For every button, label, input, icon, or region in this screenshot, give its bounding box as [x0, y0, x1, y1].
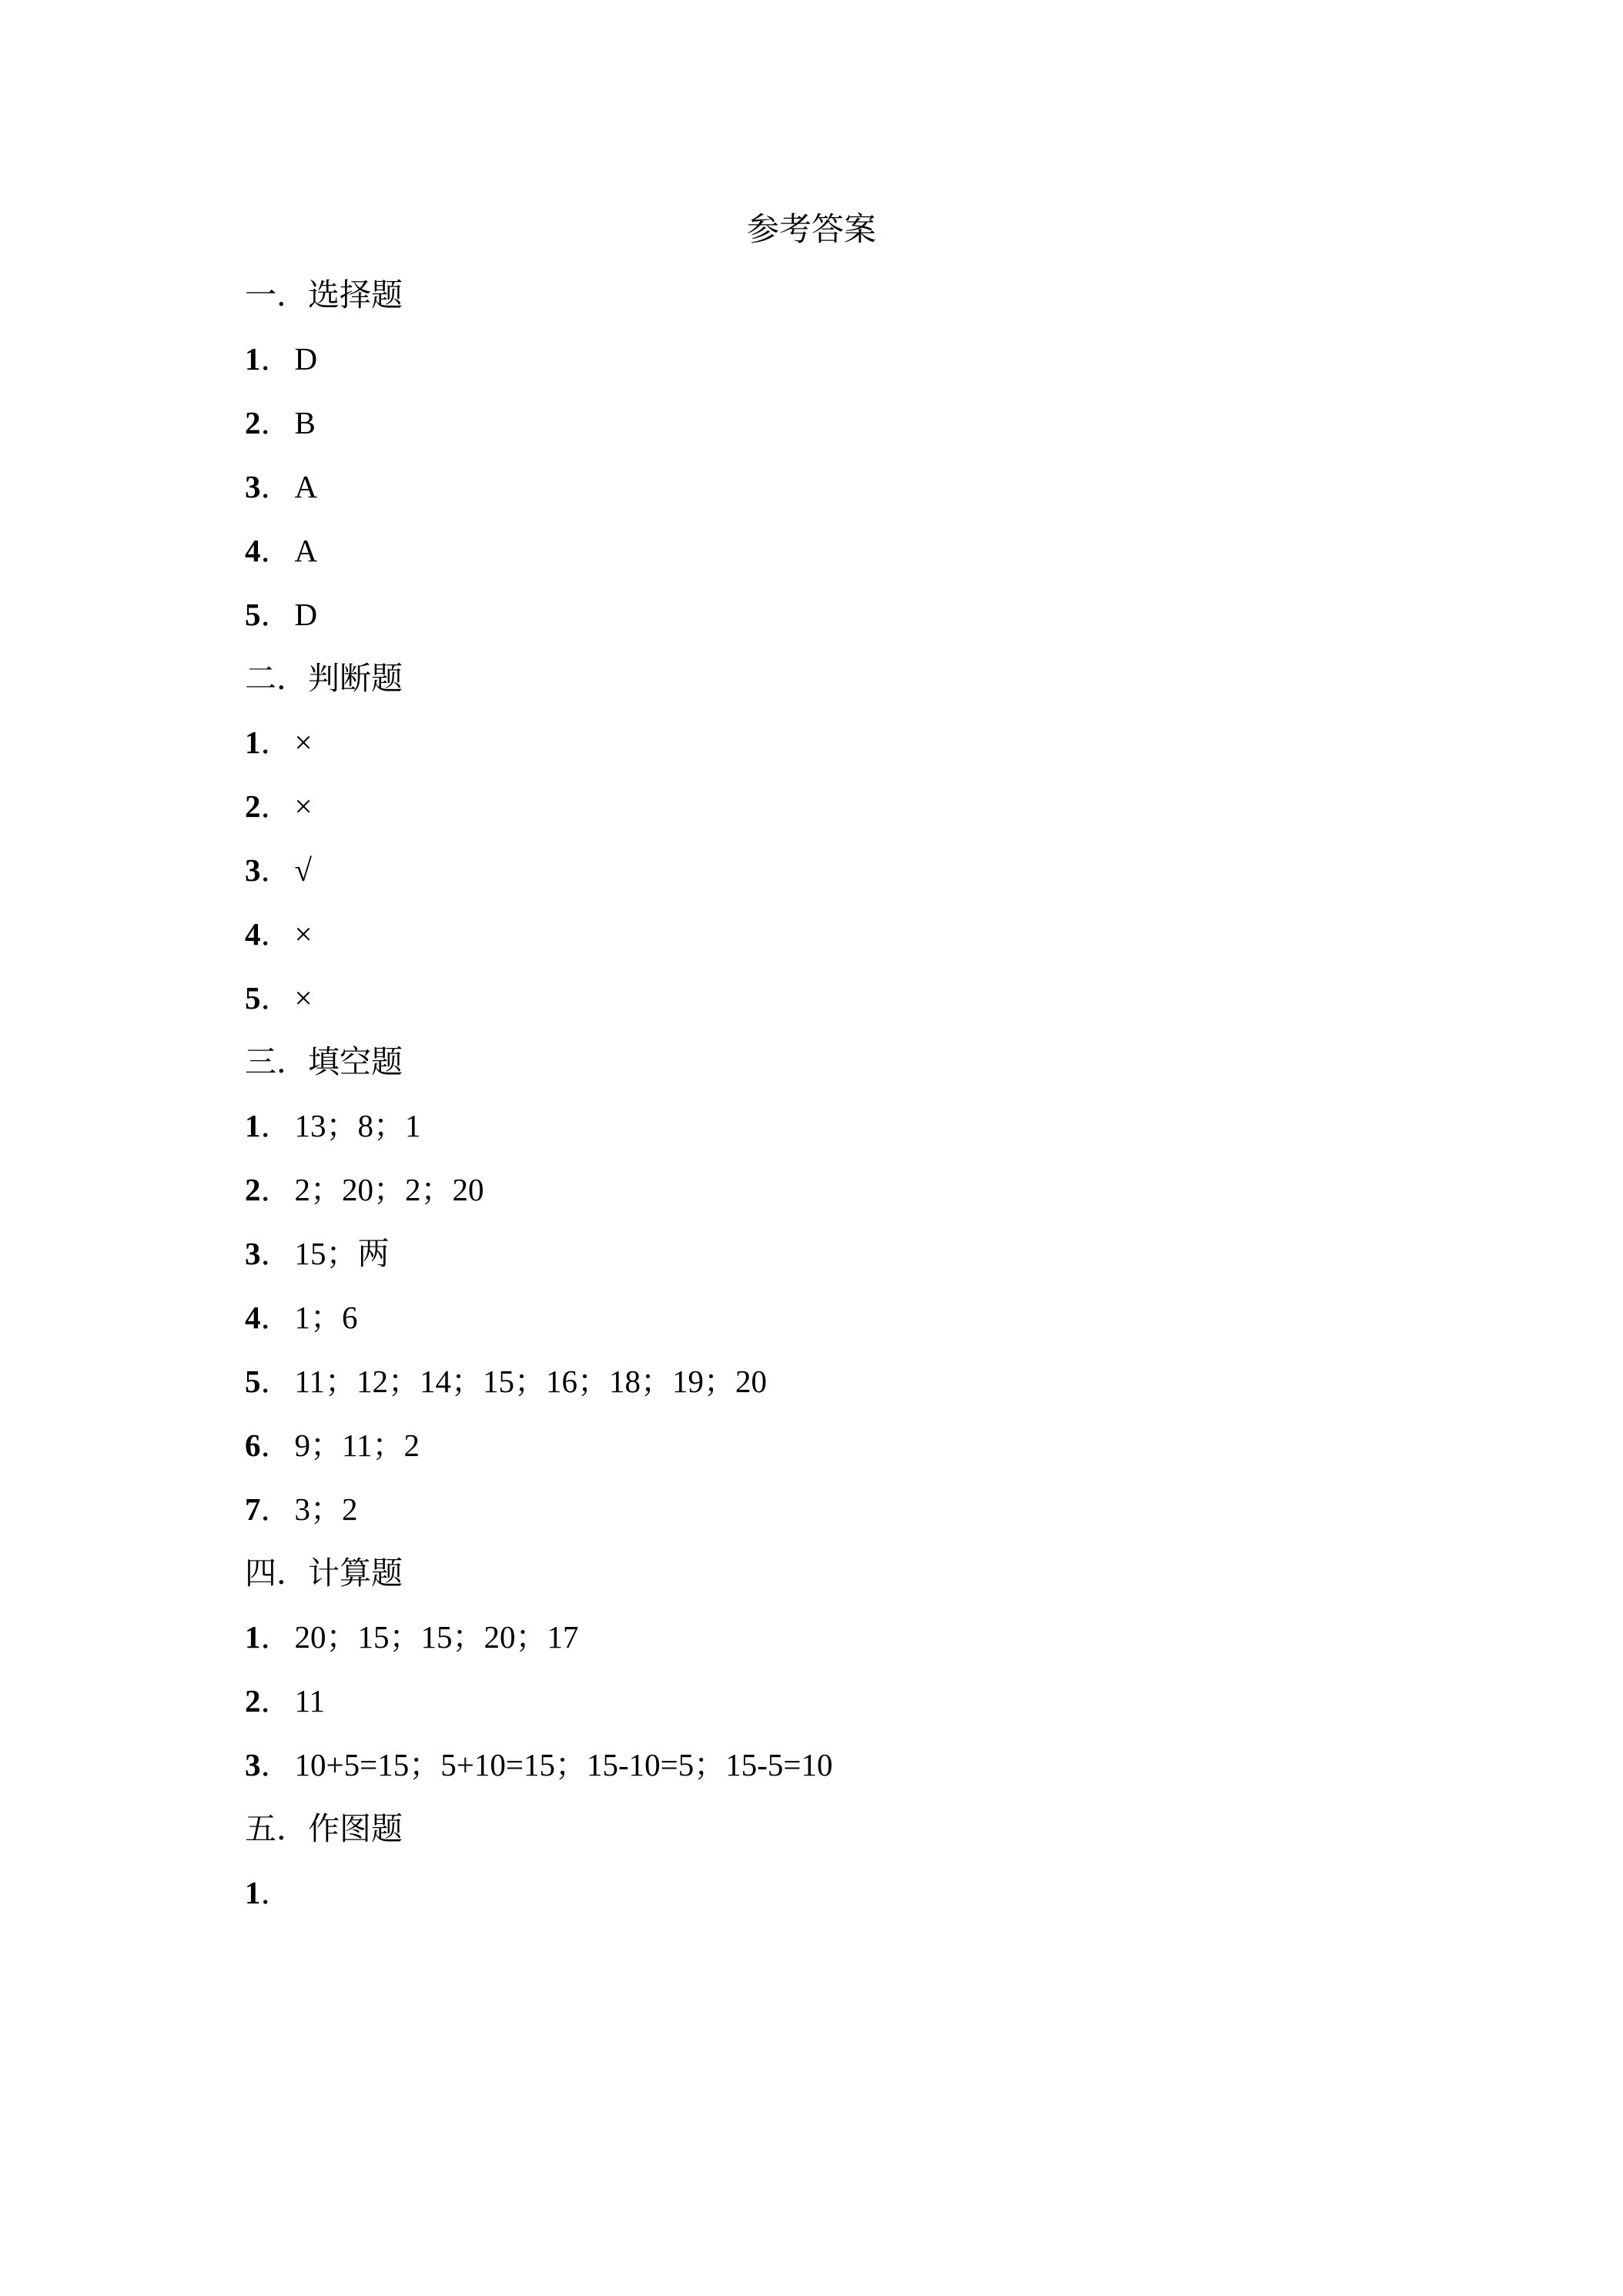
item-answer: ×	[294, 788, 313, 824]
section-heading-choice	[245, 268, 1384, 332]
item-answer: 9；11；2	[294, 1427, 420, 1463]
section-number: 四	[245, 1555, 276, 1591]
item-answer: 10+5=15；5+10=15；15-10=5；15-5=10	[294, 1747, 833, 1782]
item-number: 2	[245, 1172, 261, 1207]
section-separator: ．	[276, 1043, 308, 1080]
answer-item	[245, 1354, 1384, 1418]
item-answer: A	[294, 469, 318, 504]
item-separator: ．	[260, 406, 292, 441]
answer-item	[245, 971, 1384, 1035]
answer-item	[245, 1418, 1384, 1482]
item-number: 4	[245, 1300, 261, 1335]
answer-item	[245, 1482, 1384, 1546]
answer-item	[245, 524, 1384, 587]
section-number: 五	[245, 1810, 276, 1847]
item-number: 2	[245, 788, 261, 824]
item-separator: ．	[260, 1684, 292, 1719]
document-title: 参考答案	[746, 210, 876, 248]
item-answer: 13；8；1	[294, 1108, 421, 1143]
item-number: 1	[245, 341, 261, 377]
item-number: 1	[245, 1875, 261, 1910]
item-number: 1	[245, 1108, 261, 1143]
item-answer: ×	[294, 916, 313, 952]
answer-item	[245, 907, 1384, 971]
section-title: 判断题	[308, 660, 403, 697]
item-number: 3	[245, 852, 261, 888]
item-answer: A	[294, 533, 318, 568]
item-separator: ．	[260, 917, 292, 952]
section-title: 作图题	[308, 1810, 403, 1847]
item-separator: ．	[260, 1748, 292, 1783]
item-separator: ．	[260, 853, 292, 889]
item-answer: 2；20；2；20	[294, 1172, 484, 1207]
item-number: 2	[245, 1683, 261, 1719]
section-separator: ．	[276, 276, 308, 313]
answer-item	[245, 1610, 1384, 1674]
answer-item	[245, 587, 1384, 651]
item-number: 2	[245, 405, 261, 440]
section-heading-drawing	[245, 1802, 1384, 1866]
item-answer: ×	[294, 725, 313, 760]
item-answer: 15；两	[294, 1236, 390, 1271]
answer-item	[245, 1738, 1384, 1802]
item-separator: ．	[260, 1428, 292, 1464]
item-answer: 1；6	[294, 1300, 358, 1335]
item-number: 6	[245, 1427, 261, 1463]
answer-item	[245, 460, 1384, 524]
answer-item	[245, 715, 1384, 779]
item-answer: 20；15；15；20；17	[294, 1619, 579, 1655]
section-separator: ．	[276, 1810, 308, 1847]
item-number: 4	[245, 533, 261, 568]
item-number: 1	[245, 725, 261, 760]
item-number: 3	[245, 469, 261, 504]
answer-item	[245, 332, 1384, 396]
item-number: 3	[245, 1236, 261, 1271]
item-separator: ．	[260, 1492, 292, 1528]
answer-list	[245, 268, 1384, 1930]
section-heading-true-false	[245, 651, 1384, 715]
item-number: 5	[245, 1364, 261, 1399]
item-separator: ．	[260, 534, 292, 569]
item-separator: ．	[260, 789, 292, 825]
item-separator: ．	[260, 981, 292, 1016]
section-number: 三	[245, 1043, 276, 1080]
section-title: 计算题	[308, 1555, 403, 1591]
answer-item	[245, 1866, 1384, 1930]
item-number: 7	[245, 1491, 261, 1527]
section-title: 填空题	[308, 1043, 403, 1080]
answer-item	[245, 1163, 1384, 1227]
answer-item	[245, 1290, 1384, 1354]
item-number: 5	[245, 980, 261, 1016]
item-separator: ．	[260, 597, 292, 633]
item-separator: ．	[260, 1300, 292, 1336]
section-heading-calculation	[245, 1546, 1384, 1610]
item-answer: D	[294, 597, 318, 632]
item-number: 1	[245, 1619, 261, 1655]
item-separator: ．	[260, 342, 292, 377]
item-answer: ×	[294, 980, 313, 1016]
section-number: 二	[245, 660, 276, 697]
item-separator: ．	[260, 1237, 292, 1272]
section-title: 选择题	[308, 276, 403, 313]
item-answer: √	[294, 852, 313, 888]
item-answer: 3；2	[294, 1491, 358, 1527]
answer-item	[245, 1674, 1384, 1738]
item-answer: 11	[294, 1683, 325, 1719]
answer-item	[245, 1099, 1384, 1163]
answer-item	[245, 843, 1384, 907]
item-separator: ．	[260, 1109, 292, 1144]
section-separator: ．	[276, 660, 308, 697]
item-separator: ．	[260, 725, 292, 761]
item-separator: ．	[260, 1173, 292, 1208]
answer-item	[245, 779, 1384, 843]
item-separator: ．	[260, 1620, 292, 1655]
section-separator: ．	[276, 1555, 308, 1591]
item-separator: ．	[260, 1876, 292, 1911]
item-number: 4	[245, 916, 261, 952]
answer-item	[245, 1227, 1384, 1290]
item-answer: B	[294, 405, 316, 440]
item-number: 3	[245, 1747, 261, 1782]
section-number: 一	[245, 276, 276, 313]
item-answer: 11；12；14；15；16；18；19；20	[294, 1364, 767, 1399]
item-answer: D	[294, 341, 318, 377]
item-number: 5	[245, 597, 261, 632]
answer-item	[245, 396, 1384, 460]
item-separator: ．	[260, 470, 292, 505]
item-separator: ．	[260, 1364, 292, 1400]
section-heading-fill-blank	[245, 1035, 1384, 1099]
